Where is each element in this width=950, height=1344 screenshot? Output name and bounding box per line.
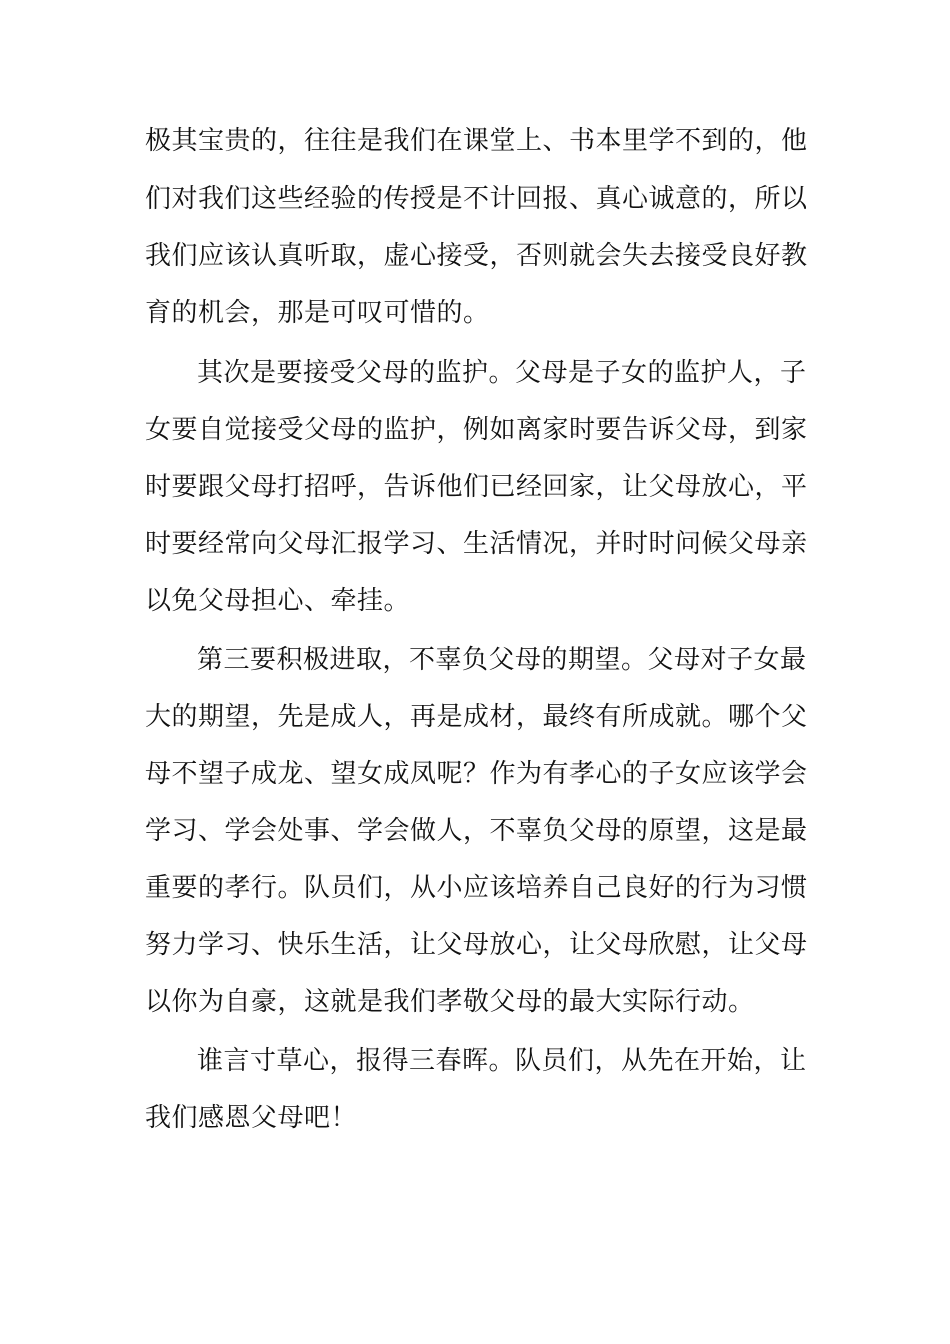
paragraph-3-line-5: 重要的孝行。队员们，从小应该培养自己良好的行为习惯 — [145, 873, 808, 903]
paragraph-2-line-2: 女要自觉接受父母的监护，例如离家时要告诉父母，到家 — [145, 415, 808, 445]
paragraph-3-line-3: 母不望子成龙、望女成凤呢？作为有孝心的子女应该学会 — [145, 759, 808, 789]
paragraph-3-line-2: 大的期望，先是成人，再是成材，最终有所成就。哪个父 — [145, 702, 808, 732]
paragraph-1-line-2: 们对我们这些经验的传授是不计回报、真心诚意的，所以 — [145, 184, 808, 214]
paragraph-3-line-7: 以你为自豪，这就是我们孝敬父母的最大实际行动。 — [145, 987, 755, 1017]
paragraph-4-line-1: 谁言寸草心，报得三春晖。队员们，从先在开始，让 — [197, 1046, 807, 1076]
paragraph-1-line-4: 育的机会，那是可叹可惜的。 — [145, 298, 490, 328]
paragraph-2-line-3: 时要跟父母打招呼，告诉他们已经回家，让父母放心，平 — [145, 472, 808, 502]
paragraph-3-line-1: 第三要积极进取，不辜负父母的期望。父母对子女最 — [197, 645, 807, 675]
paragraph-3-line-4: 学习、学会处事、学会做人，不辜负父母的原望，这是最 — [145, 816, 808, 846]
paragraph-2-line-5: 以免父母担心、牵挂。 — [145, 586, 411, 616]
paragraph-3-line-6: 努力学习、快乐生活，让父母放心，让父母欣慰，让父母 — [145, 930, 808, 960]
paragraph-2-line-4: 时要经常向父母汇报学习、生活情况，并时时问候父母亲 — [145, 529, 808, 559]
paragraph-2-line-1: 其次是要接受父母的监护。父母是子女的监护人，子 — [197, 358, 807, 388]
paragraph-1-line-3: 我们应该认真听取，虚心接受，否则就会失去接受良好教 — [145, 241, 808, 271]
paragraph-4-line-2: 我们感恩父母吧！ — [145, 1103, 358, 1133]
paragraph-1-line-1: 极其宝贵的，往往是我们在课堂上、书本里学不到的，他 — [145, 126, 808, 156]
